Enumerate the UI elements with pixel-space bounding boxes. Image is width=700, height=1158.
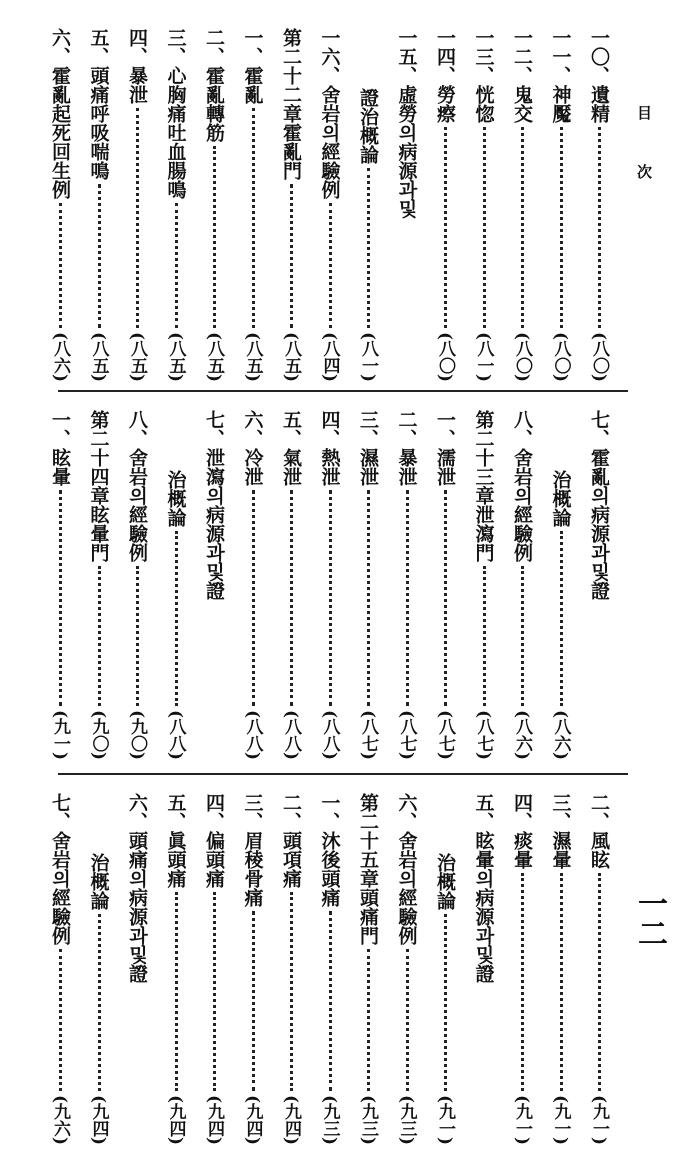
dot-leader [444, 914, 447, 1091]
entry-title: 頭項痛 [280, 831, 302, 888]
toc-entry [240, 793, 266, 1145]
dot-leader [59, 949, 62, 1091]
dot-leader [175, 892, 178, 1091]
entry-number: 第二十二章 [280, 28, 302, 123]
entry-page: (九四) [204, 1094, 224, 1145]
entry-page: (九〇) [88, 709, 109, 760]
entry-page: (九四) [281, 1094, 301, 1145]
entry-page: (八五) [127, 331, 147, 382]
entry-page: (八五) [204, 331, 224, 382]
entry-page: (九〇) [127, 709, 147, 760]
entry-title: 沐後頭痛 [318, 831, 341, 907]
entry-number: 一、 [49, 410, 71, 448]
dot-leader [213, 892, 216, 1091]
dot-leader [406, 949, 409, 1091]
entry-continuation: 治概論 [87, 853, 110, 910]
entry-number: 六、 [241, 410, 264, 448]
entry-page: (八〇) [512, 331, 532, 382]
dot-leader [329, 911, 332, 1091]
entry-title: 神魘 [549, 85, 572, 123]
entry-title: 鬼交 [511, 85, 533, 123]
toc-header-title: 目次 [635, 105, 653, 223]
toc-entry [471, 793, 497, 1145]
entry-page: (八六) [50, 331, 70, 382]
toc-entry [47, 793, 73, 1145]
dot-leader [98, 914, 101, 1091]
entry-page: (八五) [242, 331, 263, 382]
entry-continuation: 治概論 [549, 470, 572, 527]
entry-page: (八一) [473, 331, 494, 382]
entry-title: 舍岩의經驗例 [395, 831, 418, 945]
toc-entry [355, 793, 381, 1145]
entry-page: (九四) [242, 1094, 263, 1145]
entry-page: (八五) [165, 331, 186, 382]
entry-page: (八八) [165, 709, 186, 760]
entry-page: (八七) [396, 709, 417, 760]
entry-title: 風眩 [588, 831, 610, 869]
entry-page: (八五) [281, 331, 301, 382]
entry-number: 第二十三章 [472, 410, 495, 505]
entry-title: 勞瘵 [434, 85, 456, 123]
entry-number: 第二十四章 [87, 410, 110, 505]
entry-page: (八一) [358, 331, 378, 382]
toc-entry [124, 793, 150, 1145]
entry-page: (九四) [88, 1094, 109, 1145]
entry-number: 一五、 [395, 28, 418, 85]
dot-leader [290, 892, 293, 1091]
entry-title: 眉稜骨痛 [241, 831, 264, 907]
entry-title: 恍惚 [472, 85, 495, 123]
entry-page: (九六) [50, 1094, 70, 1145]
entry-number: 四、 [126, 28, 148, 66]
entry-title: 暴泄 [395, 448, 418, 486]
entry-title: 舍岩의經驗例 [511, 448, 533, 562]
toc-entry [201, 793, 227, 1145]
toc-entry [548, 793, 574, 1145]
dot-leader [252, 911, 255, 1091]
dot-leader [560, 873, 563, 1091]
entry-number: 一、 [318, 793, 341, 831]
entry-number: 七、 [203, 410, 225, 448]
entry-number: 五、 [87, 28, 110, 66]
entry-title: 濡泄 [434, 448, 456, 486]
entry-title: 舍岩의經驗例 [49, 831, 71, 945]
entry-number: 二、 [395, 410, 418, 448]
page-number: 一二 [632, 888, 667, 948]
entry-page: (九一) [50, 709, 70, 760]
toc-entry [86, 853, 112, 1145]
entry-title: 頭痛門 [357, 888, 379, 945]
toc-entry [278, 793, 304, 1145]
entry-number: 八、 [511, 410, 533, 448]
entry-page: (八七) [435, 709, 455, 760]
entry-page: (八七) [358, 709, 378, 760]
toc-entry [509, 793, 535, 1145]
entry-title: 熱泄 [318, 448, 341, 486]
entry-number: 五、 [472, 793, 495, 831]
entry-number: 四、 [203, 793, 225, 831]
toc-entry [432, 853, 458, 1145]
entry-page: (八四) [319, 331, 340, 382]
entry-number: 三、 [164, 28, 187, 66]
toc-entry [163, 793, 189, 1145]
entry-number: 七、 [588, 410, 610, 448]
entry-number: 六、 [395, 793, 418, 831]
entry-title: 冷泄 [241, 448, 264, 486]
entry-page: (九三) [358, 1094, 378, 1145]
entry-title: 眩暈의病源과및證 [472, 831, 495, 983]
entry-number: 六、 [126, 793, 148, 831]
entry-page: (九一) [512, 1094, 532, 1145]
toc-entry [394, 793, 420, 1145]
entry-page: (八五) [88, 331, 109, 382]
entry-number: 一六、 [318, 28, 341, 85]
entry-title: 遺精 [588, 85, 610, 123]
entry-title: 痰暈 [511, 831, 533, 869]
entry-continuation: 治概論 [164, 470, 187, 527]
entry-title: 眞頭痛 [164, 831, 187, 888]
entry-page: (八〇) [589, 331, 609, 382]
entry-page: (八八) [242, 709, 263, 760]
entry-page: (八七) [473, 709, 494, 760]
entry-page: (九一) [435, 1094, 455, 1145]
entry-title: 舍岩의經驗例 [126, 448, 148, 562]
entry-title: 眩暈 [49, 448, 71, 486]
entry-number: 一四、 [434, 28, 456, 85]
entry-number: 一一、 [549, 28, 572, 85]
entry-title: 頭痛의病源과및證 [126, 831, 148, 983]
entry-number: 五、 [164, 793, 187, 831]
entry-number: 二、 [280, 793, 302, 831]
entry-number: 三、 [357, 410, 379, 448]
entry-title: 霍亂門 [280, 123, 302, 180]
entry-number: 二、 [588, 793, 610, 831]
entry-number: 一、 [241, 28, 264, 66]
dot-leader [521, 873, 524, 1091]
entry-title: 偏頭痛 [203, 831, 225, 888]
entry-number: 二、 [203, 28, 225, 66]
entry-title: 暴泄 [126, 66, 148, 104]
dot-leader [367, 949, 370, 1091]
entry-continuation: 治概論 [434, 853, 456, 910]
toc-entry [586, 793, 612, 1145]
entry-number: 三、 [241, 793, 264, 831]
entry-page: (八〇) [435, 331, 455, 382]
entry-number: 一〇、 [588, 28, 610, 85]
entry-page: (八六) [550, 709, 571, 760]
entry-title: 心胸痛吐血腸鳴 [164, 66, 187, 199]
entry-number: 一二、 [511, 28, 533, 85]
entry-page: (九四) [165, 1094, 186, 1145]
entry-page: (八八) [281, 709, 301, 760]
entry-number: 四、 [511, 793, 533, 831]
dot-leader [598, 873, 601, 1091]
entry-title: 泄瀉門 [472, 505, 495, 562]
entry-page: (九一) [589, 1094, 609, 1145]
entry-title: 舍岩의經驗例 [318, 85, 341, 199]
entry-number: 七、 [49, 793, 71, 831]
entry-number: 八、 [126, 410, 148, 448]
entry-title: 眩暈門 [87, 505, 110, 562]
entry-title: 虛勞의病源과및 [395, 85, 418, 218]
entry-number: 一、 [434, 410, 456, 448]
entry-number: 六、 [49, 28, 71, 66]
entry-number: 一三、 [472, 28, 495, 85]
entry-title: 霍亂起死回生例 [49, 66, 71, 199]
entry-page: (八八) [319, 709, 340, 760]
entry-title: 霍亂轉筋 [203, 66, 225, 142]
entry-page: (八〇) [550, 331, 571, 382]
entry-title: 氣泄 [280, 448, 302, 486]
entry-number: 五、 [280, 410, 302, 448]
entry-page: (九一) [550, 1094, 571, 1145]
entry-number: 三、 [549, 793, 572, 831]
entry-number: 第二十五章 [357, 793, 379, 888]
entry-number: 四、 [318, 410, 341, 448]
entry-title: 泄瀉의病源과및證 [203, 448, 225, 600]
entry-title: 濕泄 [357, 448, 379, 486]
entry-page: (八六) [512, 709, 532, 760]
toc-entry [317, 793, 343, 1145]
entry-title: 霍亂 [241, 66, 264, 104]
entry-continuation: 證治概論 [357, 88, 379, 164]
entry-page: (九三) [396, 1094, 417, 1145]
entry-page: (九三) [319, 1094, 340, 1145]
entry-title: 濕暈 [549, 831, 572, 869]
entry-title: 霍亂의病源과및證 [588, 448, 610, 600]
entry-title: 頭痛呼吸喘鳴 [87, 66, 110, 180]
